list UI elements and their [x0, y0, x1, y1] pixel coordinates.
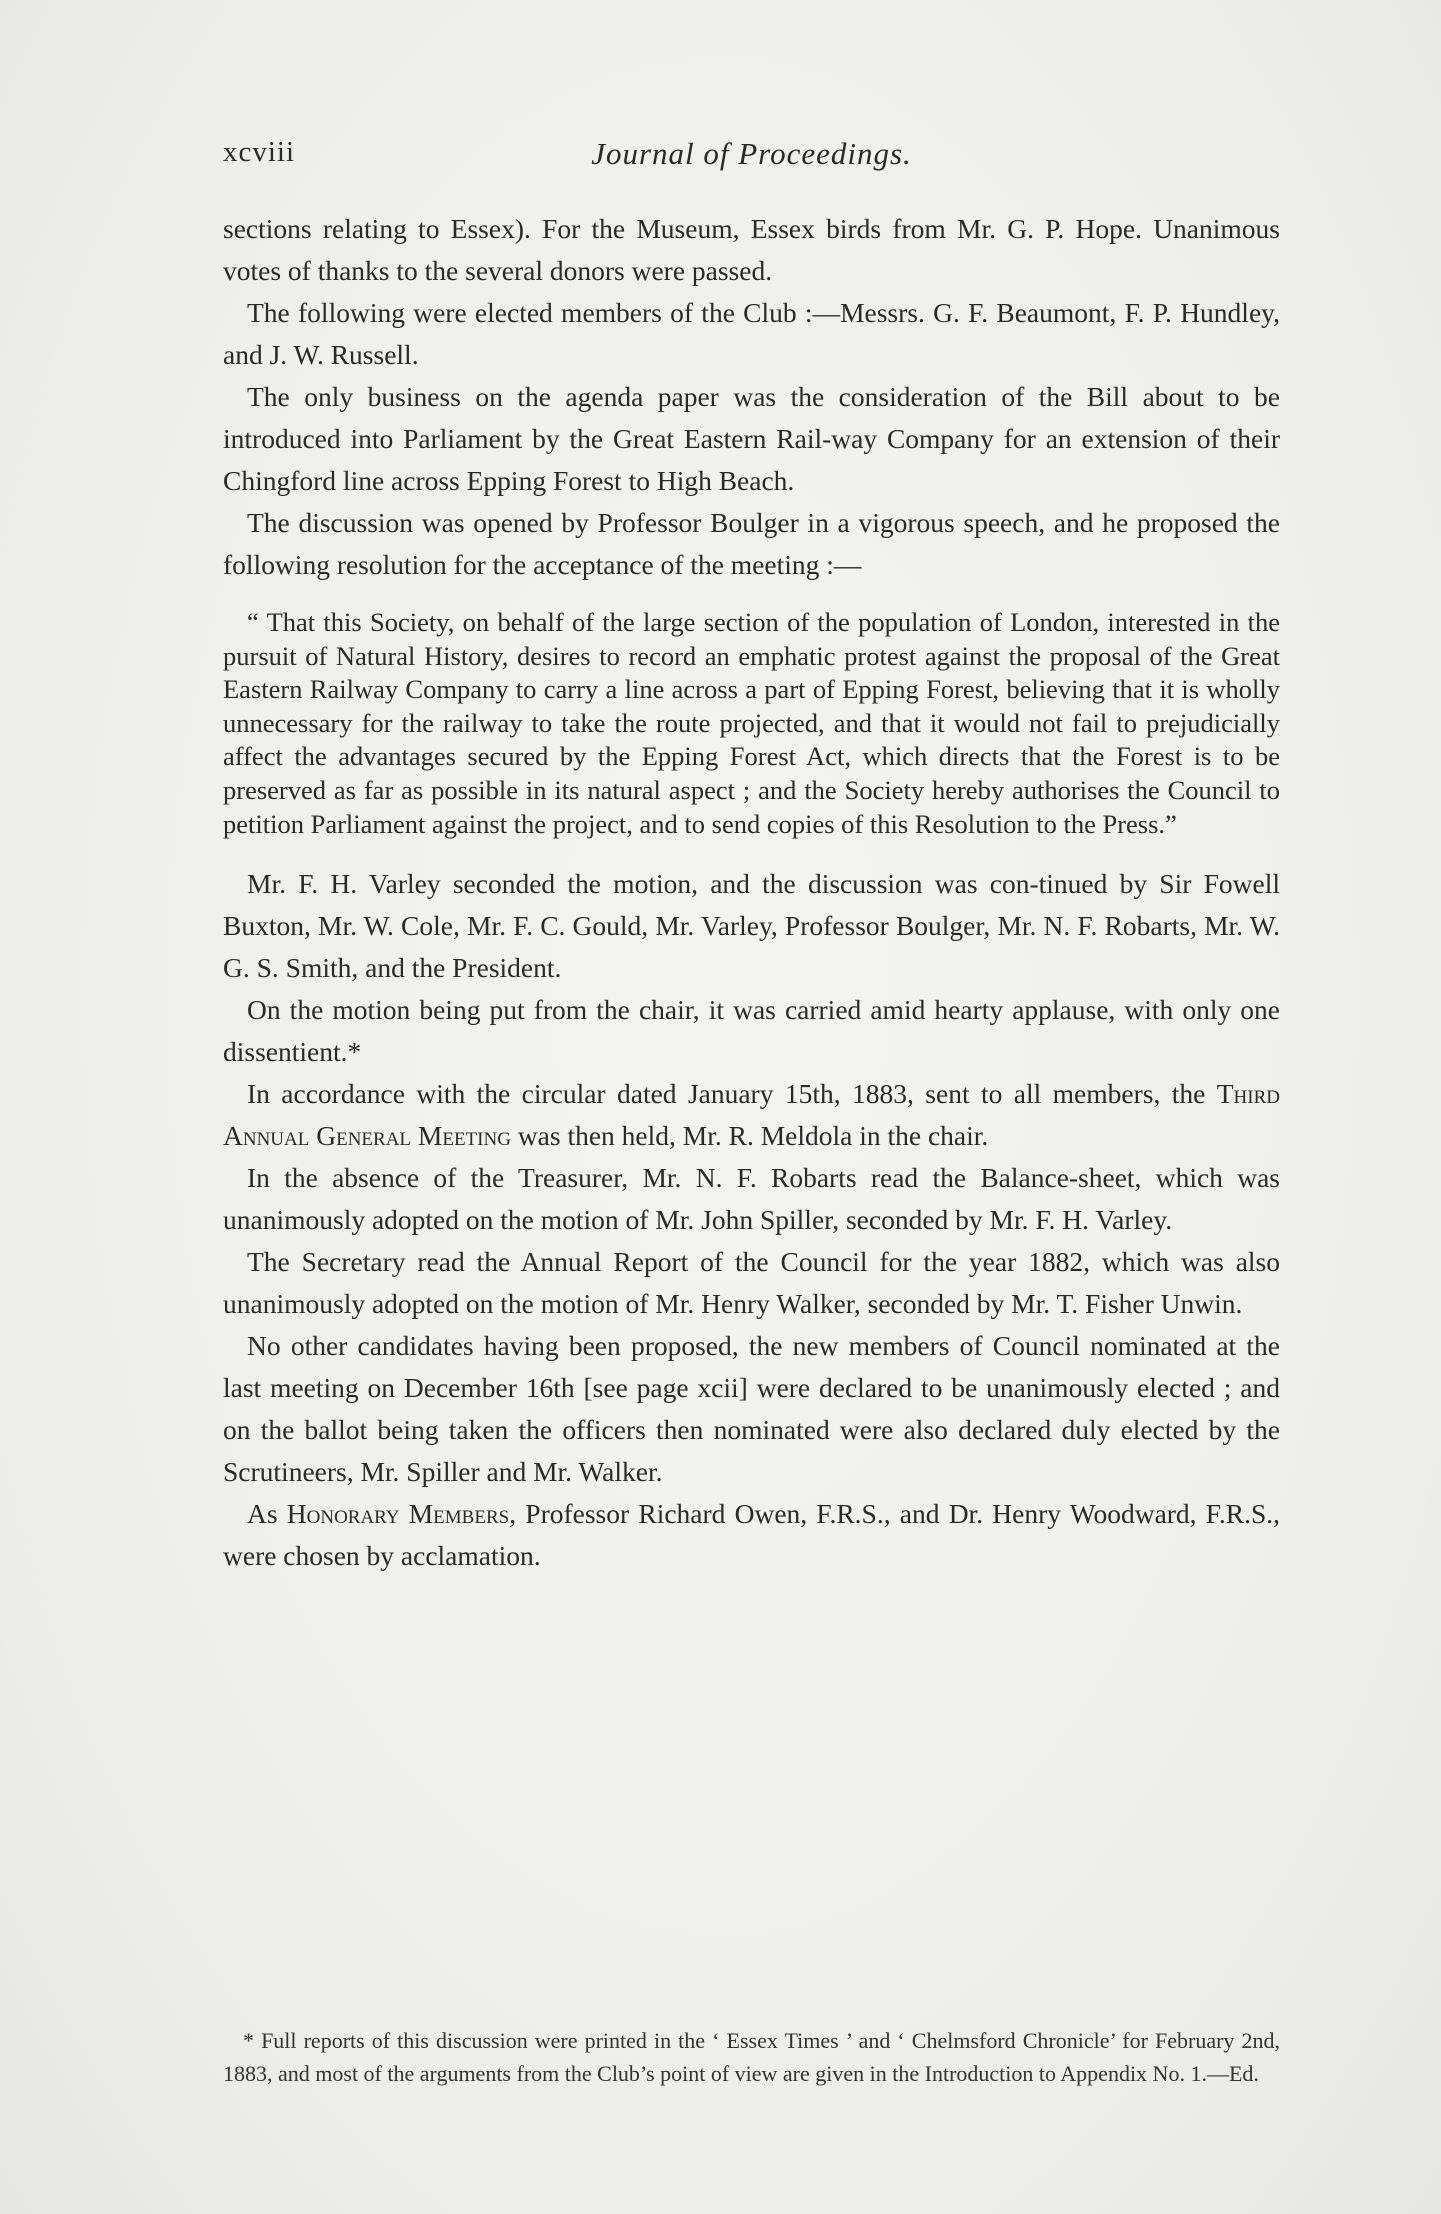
paragraph-balance-sheet: In the absence of the Treasurer, Mr. N. F. Robarts read the Balance-sheet, which was unanimously adopted on the motion of Mr. John Spiller, seconded by Mr. F. H. Varley.: [223, 1162, 1280, 1236]
honorary-smallcaps: Honorary Members: [286, 1498, 510, 1530]
paragraph-council-election: No other candidates having been proposed, the new members of Council nominated at the last meeting on December 16th [see page xcii] were declared to be unanimously elected ; and on the ballot being taken the officers then nominated were also declared duly elected by the Scrutineers, Mr. Spiller and Mr. Walker.: [223, 1330, 1280, 1488]
agm-text-before: In accordance with the circular dated January 15th, 1883, sent to all members, the: [247, 1078, 1217, 1110]
page-body: [223, 208, 1280, 1577]
running-title: Journal of Proceedings.: [591, 136, 912, 171]
paragraph-annual-report: The Secretary read the Annual Report of the Council for the year 1882, which was also unanimously adopted on the motion of Mr. Henry Walker, seconded by Mr. T. Fisher Unwin.: [223, 1246, 1280, 1320]
paragraph-discussion-opened: The discussion was opened by Professor Boulger in a vigorous speech, and he proposed the following resolution for the acceptance of the meeting :—: [223, 507, 1280, 580]
paragraph-museum-donations: sections relating to Essex). For the Museum, Essex birds from Mr. G. P. Hope. Unanimous votes of thanks to the several donors were passed.: [223, 213, 1280, 286]
page-number: xcviii: [223, 136, 296, 168]
page-header: [223, 136, 1280, 186]
paragraph-elected-members: The following were elected members of the Club :—Messrs. G. F. Beaumont, F. P. Hundley, and J. W. Russell.: [223, 297, 1280, 370]
paragraph-annual-general-meeting: [223, 1073, 1280, 1157]
resolution-quote: “ That this Society, on behalf of the large section of the population of London, interested in the pursuit of Natural History, desires to record an emphatic protest against the proposal of the Great Eastern Railway Company to carry a line across a part of Epping Forest, believing that it is wholly unnecessary for the railway to take the route projected, and that it would not fail to prejudicially affect the advantages secured by the Epping Forest Act, which directs that the Forest is to be preserved as far as possible in its natural aspect ; and the Society hereby authorises the Council to petition Parliament against the project, and to send copies of this Resolution to the Press.”: [223, 607, 1280, 839]
agm-text-after: was then held, Mr. R. Meldola in the chair.: [510, 1120, 989, 1152]
paragraph-honorary-members: [223, 1493, 1280, 1577]
paragraph-motion-carried: On the motion being put from the chair, it was carried amid hearty applause, with only one dissentient.*: [223, 994, 1280, 1068]
paragraph-agenda: The only business on the agenda paper was the consideration of the Bill about to be introduced into Parliament by the Great Eastern Rail-way Company for an extension of their Chingford line across Epping Forest to High Beach.: [223, 381, 1280, 496]
footnote: * Full reports of this discussion were printed in the ‘ Essex Times ’ and ‘ Chelmsford Chronicle’ for February 2nd, 1883, and most of the arguments from the Club’s point of view are given in the Introduction to Appendix No. 1.—Ed.: [223, 2028, 1280, 2086]
honorary-text-before: As: [247, 1498, 287, 1530]
paragraph-motion-seconded: Mr. F. H. Varley seconded the motion, and the discussion was con-tinued by Sir Fowell Buxton, Mr. W. Cole, Mr. F. C. Gould, Mr. Varley, Professor Boulger, Mr. N. F. Robarts, Mr. W. G. S. Smith, and the President.: [223, 868, 1280, 984]
honorary-text-after: , Professor Richard Owen, F.R.S., and Dr. Henry Woodward, F.R.S., were chosen by acclamation.: [223, 1498, 1280, 1572]
agm-smallcaps: Third Annual General Meeting: [223, 1078, 1280, 1152]
